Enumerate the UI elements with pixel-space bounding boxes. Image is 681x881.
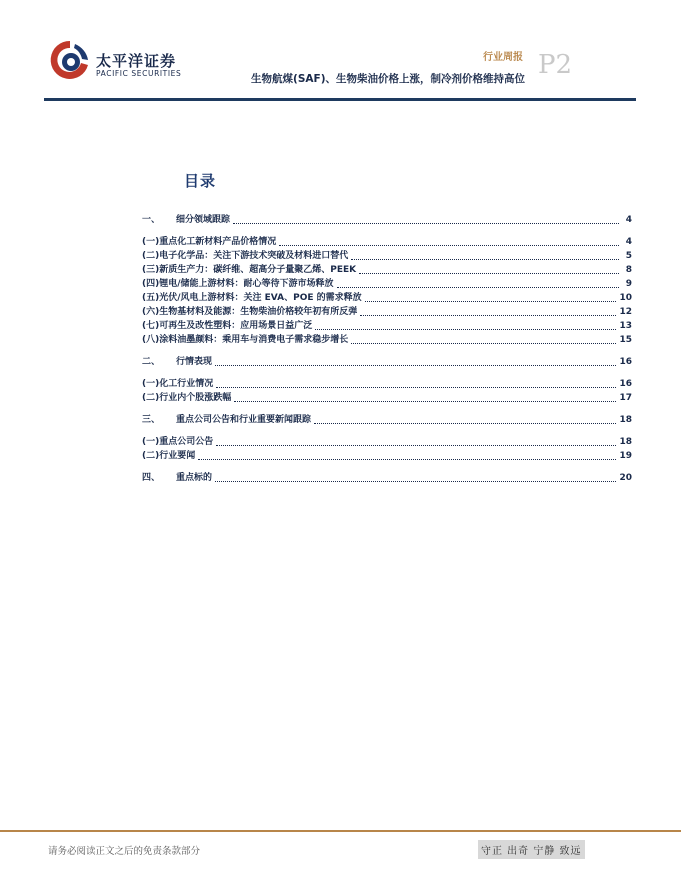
toc-heading: 目录 [184, 172, 217, 190]
toc-leader-dots [234, 393, 616, 402]
toc-entry-number: 四、 [142, 473, 161, 483]
toc-entry-number: 二、 [142, 357, 161, 367]
toc-entry-number: (一) [142, 237, 160, 247]
toc-entry[interactable] [142, 212, 632, 226]
toc-entry-title: 可再生及改性塑料：应用场景日益广泛 [159, 321, 313, 331]
toc-entry-title: 新质生产力：碳纤维、超高分子量聚乙烯、PEEK [159, 265, 357, 275]
report-type-label: 行业周报 [483, 52, 523, 63]
toc-entry-title: 行业内个股涨跌幅 [159, 393, 232, 403]
toc-leader-dots [359, 265, 619, 274]
toc-entry-page: 17 [619, 393, 632, 403]
toc-leader-dots [337, 279, 619, 288]
toc-entry-number: 一、 [142, 215, 161, 225]
toc-entry-page: 16 [619, 379, 632, 389]
toc-entry-number: (七) [142, 321, 160, 331]
toc-leader-dots [215, 357, 616, 366]
toc-entry-title: 行情表现 [176, 357, 213, 367]
toc-entry[interactable] [142, 354, 632, 368]
toc-entry-title: 重点公司公告 [159, 437, 214, 447]
toc-entry-page: 12 [619, 307, 632, 317]
toc-entry-number: (六) [142, 307, 160, 317]
footer-divider [0, 830, 681, 832]
report-title: 生物航煤(SAF)、生物柴油价格上涨，制冷剂价格维持高位 [251, 73, 525, 85]
toc-entry-title: 重点公司公告和行业重要新闻跟踪 [176, 415, 312, 425]
toc-entry-page: 20 [619, 473, 632, 483]
toc-leader-dots [233, 215, 619, 224]
toc-entry-title: 涂料油墨颜料：乘用车与消费电子需求稳步增长 [159, 335, 349, 345]
company-logo-icon [48, 38, 92, 82]
toc-entry-number: 三、 [142, 415, 161, 425]
toc-entry-title: 光伏/风电上游材料：关注 EVA、POE 的需求释放 [159, 293, 362, 303]
toc-entry-title: 重点化工新材料产品价格情况 [159, 237, 277, 247]
header-divider [44, 98, 636, 101]
company-name-cn: 太平洋证券 [96, 52, 177, 70]
toc-leader-dots [216, 379, 616, 388]
toc-leader-dots [351, 251, 619, 260]
toc-entry-page: 10 [619, 293, 632, 303]
toc-entry[interactable] [142, 318, 632, 332]
toc-entry-number: (二) [142, 451, 160, 461]
toc-entry-number: (一) [142, 437, 160, 447]
toc-entry[interactable] [142, 434, 632, 448]
toc-entry-number: (三) [142, 265, 160, 275]
toc-entry-number: (四) [142, 279, 160, 289]
toc-entry-number: (一) [142, 379, 160, 389]
toc-entry-number: (五) [142, 293, 160, 303]
toc-entry-title: 化工行业情况 [159, 379, 214, 389]
toc-leader-dots [215, 473, 616, 482]
toc-entry-number: (二) [142, 393, 160, 403]
toc-leader-dots [314, 415, 616, 424]
company-name-en: PACIFIC SECURITIES [96, 69, 182, 78]
toc-entry[interactable] [142, 448, 632, 462]
toc-leader-dots [279, 237, 619, 246]
toc-entry-page: 4 [625, 215, 632, 225]
toc-entry[interactable] [142, 376, 632, 390]
toc-entry-number: (二) [142, 251, 160, 261]
toc-entry-page: 15 [619, 335, 632, 345]
toc-entry[interactable] [142, 276, 632, 290]
toc-leader-dots [360, 307, 616, 316]
toc-entry-title: 锂电/储能上游材料：耐心等待下游市场释放 [159, 279, 334, 289]
toc-leader-dots [198, 451, 616, 460]
toc-entry-title: 生物基材料及能源：生物柴油价格较年初有所反弹 [159, 307, 358, 317]
toc-entry-page: 4 [625, 237, 632, 247]
toc-entry[interactable] [142, 470, 632, 484]
toc-entry[interactable] [142, 290, 632, 304]
toc-entry-page: 8 [625, 265, 632, 275]
toc-leader-dots [216, 437, 616, 446]
table-of-contents [142, 212, 632, 484]
toc-entry[interactable] [142, 248, 632, 262]
toc-entry[interactable] [142, 304, 632, 318]
toc-entry-page: 5 [625, 251, 632, 261]
toc-entry[interactable] [142, 234, 632, 248]
toc-entry-page: 18 [619, 415, 632, 425]
toc-entry[interactable] [142, 262, 632, 276]
toc-entry-page: 16 [619, 357, 632, 367]
page-number: P2 [538, 50, 573, 80]
toc-entry-title: 重点标的 [176, 473, 213, 483]
toc-entry-title: 电子化学品：关注下游技术突破及材料进口替代 [159, 251, 349, 261]
footer-disclaimer: 请务必阅读正文之后的免责条款部分 [48, 846, 201, 857]
toc-entry-title: 行业要闻 [159, 451, 196, 461]
toc-leader-dots [365, 293, 617, 302]
toc-leader-dots [351, 335, 616, 344]
toc-entry-number: (八) [142, 335, 160, 345]
toc-entry[interactable] [142, 332, 632, 346]
toc-entry-page: 9 [625, 279, 632, 289]
footer-motto: 守正 出奇 宁静 致远 [478, 840, 585, 859]
toc-entry-page: 18 [619, 437, 632, 447]
toc-entry[interactable] [142, 390, 632, 404]
toc-entry-page: 19 [619, 451, 632, 461]
toc-leader-dots [315, 321, 616, 330]
toc-entry-page: 13 [619, 321, 632, 331]
toc-entry-title: 细分领域跟踪 [176, 215, 231, 225]
toc-entry[interactable] [142, 412, 632, 426]
